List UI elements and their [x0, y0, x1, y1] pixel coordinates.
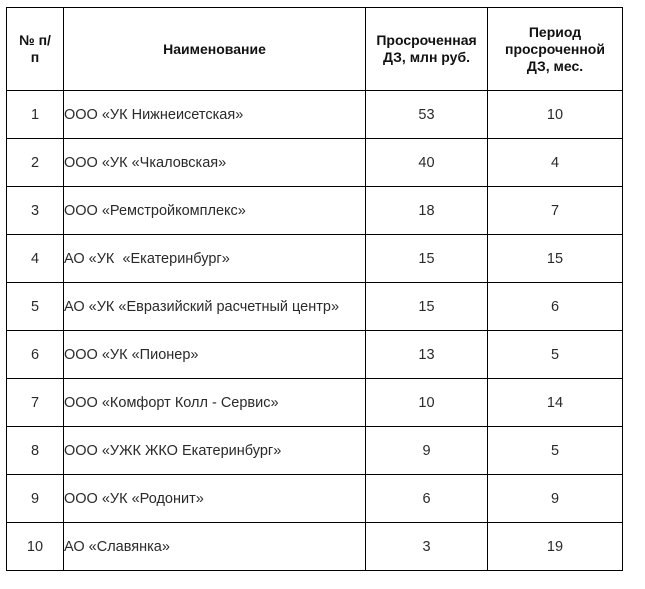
cell-name: ООО «Ремстройкомплекс» — [64, 187, 366, 235]
header-name — [64, 8, 366, 91]
cell-overdue-debt: 18 — [366, 187, 488, 235]
overdue-receivables-table — [6, 7, 623, 571]
header-overdue-debt — [366, 8, 488, 91]
header-num — [7, 8, 64, 91]
cell-overdue-debt: 15 — [366, 235, 488, 283]
header-num-label: № п/ п — [19, 32, 51, 65]
cell-overdue-debt: 15 — [366, 283, 488, 331]
table-row — [7, 475, 623, 523]
table-row — [7, 187, 623, 235]
header-name-label: Наименование — [163, 40, 266, 57]
header-overdue-period — [488, 8, 623, 91]
cell-overdue-debt: 13 — [366, 331, 488, 379]
cell-overdue-period: 7 — [488, 187, 623, 235]
cell-overdue-period: 6 — [488, 283, 623, 331]
cell-num: 9 — [7, 475, 64, 523]
cell-name: ООО «УЖК ЖКО Екатеринбург» — [64, 427, 366, 475]
cell-overdue-period: 9 — [488, 475, 623, 523]
cell-num: 10 — [7, 523, 64, 571]
table-row — [7, 91, 623, 139]
cell-name: АО «УК «Екатеринбург» — [64, 235, 366, 283]
cell-num: 5 — [7, 283, 64, 331]
cell-overdue-period: 4 — [488, 139, 623, 187]
cell-num: 7 — [7, 379, 64, 427]
cell-overdue-period: 5 — [488, 331, 623, 379]
cell-name: ООО «УК «Родонит» — [64, 475, 366, 523]
cell-num: 6 — [7, 331, 64, 379]
table-row — [7, 139, 623, 187]
table-row — [7, 235, 623, 283]
cell-overdue-debt: 9 — [366, 427, 488, 475]
cell-name: ООО «УК «Чкаловская» — [64, 139, 366, 187]
cell-overdue-period: 14 — [488, 379, 623, 427]
table-row — [7, 283, 623, 331]
table-row — [7, 379, 623, 427]
table-row — [7, 427, 623, 475]
cell-overdue-debt: 53 — [366, 91, 488, 139]
cell-num: 2 — [7, 139, 64, 187]
cell-overdue-period: 5 — [488, 427, 623, 475]
table-row — [7, 331, 623, 379]
cell-overdue-debt: 40 — [366, 139, 488, 187]
cell-name: ООО «УК Нижнеисетская» — [64, 91, 366, 139]
cell-overdue-debt: 3 — [366, 523, 488, 571]
cell-num: 8 — [7, 427, 64, 475]
cell-name: ООО «УК «Пионер» — [64, 331, 366, 379]
header-overdue-period-label: Период просроченной ДЗ, мес. — [505, 23, 605, 74]
cell-overdue-period: 19 — [488, 523, 623, 571]
table-row — [7, 523, 623, 571]
cell-num: 1 — [7, 91, 64, 139]
cell-overdue-period: 15 — [488, 235, 623, 283]
cell-overdue-period: 10 — [488, 91, 623, 139]
cell-num: 3 — [7, 187, 64, 235]
cell-name: АО «Славянка» — [64, 523, 366, 571]
cell-num: 4 — [7, 235, 64, 283]
cell-name: АО «УК «Евразийский расчетный центр» — [64, 283, 366, 331]
header-overdue-debt-label: Просроченная ДЗ, млн руб. — [376, 32, 477, 65]
cell-name: ООО «Комфорт Колл - Сервис» — [64, 379, 366, 427]
header-row — [7, 8, 623, 91]
cell-overdue-debt: 6 — [366, 475, 488, 523]
cell-overdue-debt: 10 — [366, 379, 488, 427]
